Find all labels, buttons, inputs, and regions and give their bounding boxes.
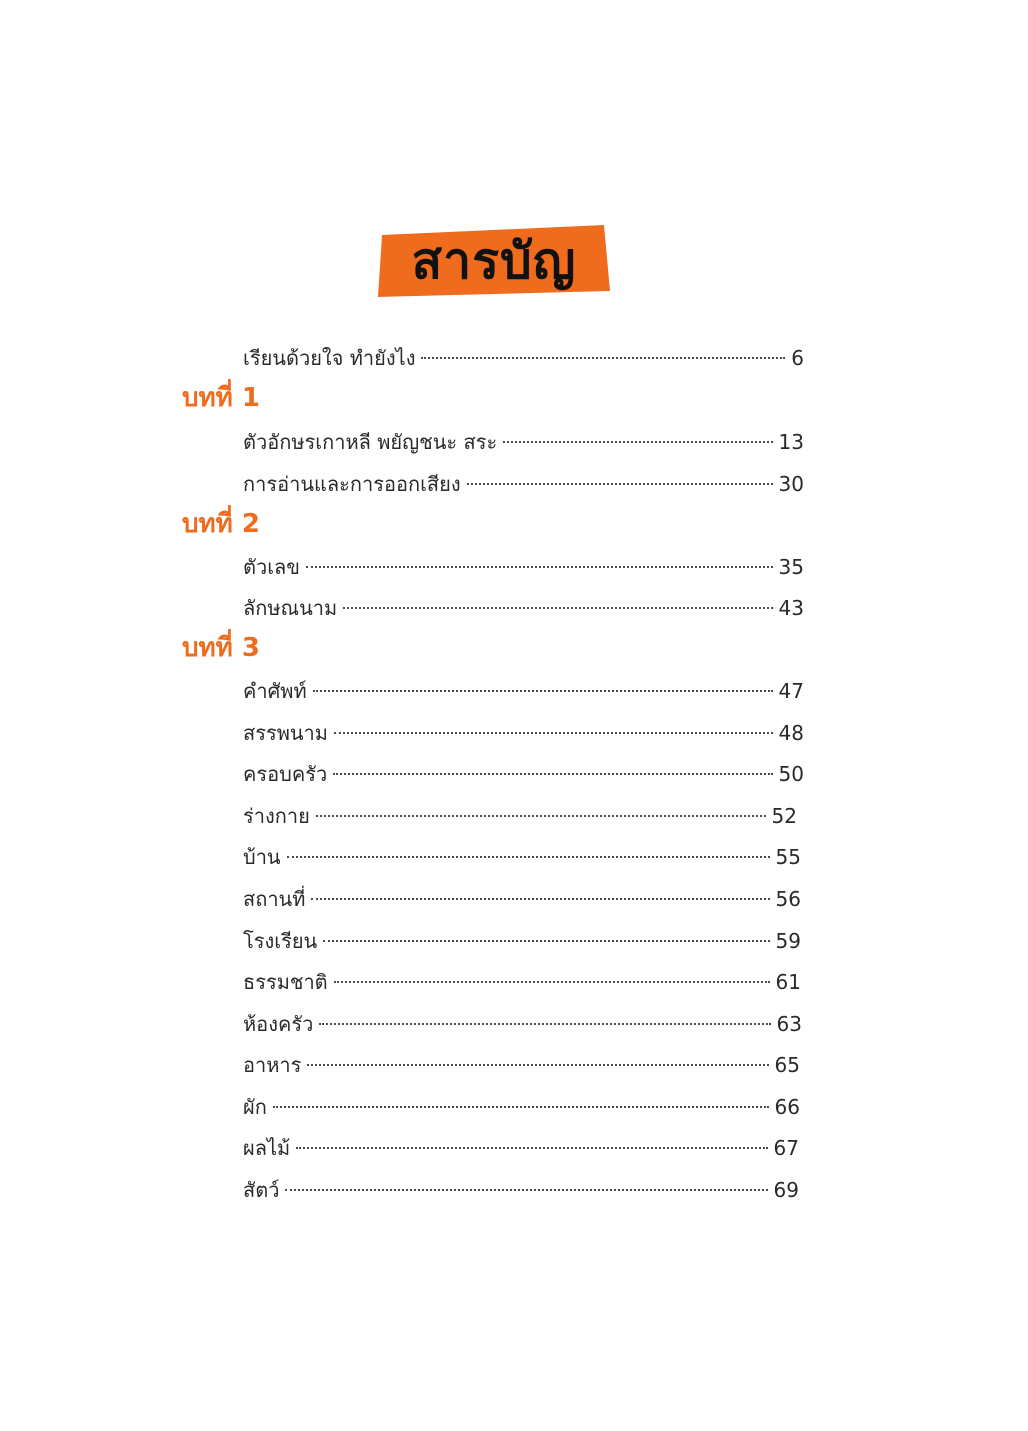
toc-entry-label: ลักษณนาม (243, 596, 338, 620)
dot-leader (285, 1189, 767, 1191)
toc-entry-page: 30 (778, 472, 804, 496)
toc-entry-label: ตัวเลข (243, 555, 300, 579)
toc-entry-page: 55 (775, 845, 801, 869)
toc-entry-page: 67 (773, 1136, 799, 1160)
dot-leader (311, 898, 769, 900)
toc-entry-label: ร่างกาย (243, 804, 310, 828)
dot-leader (334, 981, 770, 983)
dot-leader (503, 441, 772, 443)
toc-entry[interactable] (243, 427, 804, 457)
toc-entry-label: สัตว์ (243, 1178, 280, 1202)
dot-leader (333, 773, 772, 775)
dot-leader (307, 1064, 768, 1066)
dot-leader (316, 815, 766, 817)
toc-entry-label: ตัวอักษรเกาหลี พยัญชนะ สระ (243, 430, 498, 454)
toc-entry-page: 61 (775, 970, 801, 994)
toc-entry[interactable] (243, 676, 804, 706)
toc-entry[interactable] (243, 926, 801, 956)
toc-entry-page: 65 (774, 1053, 800, 1077)
toc-entry-page: 43 (778, 596, 804, 620)
toc-entry[interactable] (243, 469, 804, 499)
toc-entry-label: โรงเรียน (243, 929, 318, 953)
chapter-heading-2: บทที่ 2 (182, 509, 260, 539)
page-title: สารบัญ (411, 232, 577, 290)
dot-leader (296, 1147, 767, 1149)
toc-entry[interactable] (243, 552, 804, 582)
dot-leader (323, 940, 769, 942)
toc-entry[interactable] (243, 1175, 799, 1205)
toc-entry[interactable] (243, 718, 804, 748)
dot-leader (467, 483, 773, 485)
dot-leader (273, 1106, 769, 1108)
toc-entry-label: คำศัพท์ (243, 679, 307, 703)
toc-entry-page: 48 (778, 721, 804, 745)
toc-entry[interactable] (243, 593, 804, 623)
toc-entry-label: อาหาร (243, 1053, 302, 1077)
toc-entry-label: ผัก (243, 1095, 267, 1119)
dot-leader (319, 1023, 770, 1025)
toc-entry-label: ผลไม้ (243, 1136, 291, 1160)
toc-entry-label: ห้องครัว (243, 1012, 314, 1036)
toc-entry[interactable] (243, 1050, 800, 1080)
toc-entry-label: ครอบครัว (243, 762, 328, 786)
page-title-block (378, 225, 610, 297)
toc-entry-label: ธรรมชาติ (243, 970, 328, 994)
toc-entry[interactable] (243, 842, 801, 872)
dot-leader (306, 566, 773, 568)
toc-entry[interactable] (243, 759, 804, 789)
toc-entry-page: 69 (773, 1178, 799, 1202)
toc-entry-label: เรียนด้วยใจ ทำยังไง (243, 346, 416, 370)
dot-leader (287, 856, 770, 858)
toc-entry-page: 6 (791, 346, 804, 370)
toc-entry[interactable] (243, 1009, 802, 1039)
toc-entry-page: 59 (775, 929, 801, 953)
toc-entry-label: สถานที่ (243, 887, 306, 911)
dot-leader (313, 690, 773, 692)
toc-entry-label: สรรพนาม (243, 721, 328, 745)
toc-entry-page: 13 (778, 430, 804, 454)
toc-entry-page: 66 (774, 1095, 800, 1119)
dot-leader (343, 607, 772, 609)
dot-leader (334, 732, 773, 734)
toc-entry[interactable] (243, 884, 801, 914)
toc-entry-page: 63 (776, 1012, 802, 1036)
toc-entry-label: การอ่านและการออกเสียง (243, 472, 461, 496)
dot-leader (421, 357, 785, 359)
toc-entry[interactable] (243, 1092, 800, 1122)
toc-entry-label: บ้าน (243, 845, 281, 869)
toc-entry-page: 35 (778, 555, 804, 579)
toc-entry-page: 47 (778, 679, 804, 703)
chapter-heading-1: บทที่ 1 (182, 383, 260, 413)
toc-entry[interactable] (243, 343, 804, 373)
toc-entry-page: 52 (771, 804, 797, 828)
toc-entry-page: 50 (778, 762, 804, 786)
toc-entry[interactable] (243, 967, 801, 997)
chapter-heading-3: บทที่ 3 (182, 633, 260, 663)
toc-entry-page: 56 (775, 887, 801, 911)
toc-entry[interactable] (243, 801, 797, 831)
toc-entry[interactable] (243, 1133, 799, 1163)
